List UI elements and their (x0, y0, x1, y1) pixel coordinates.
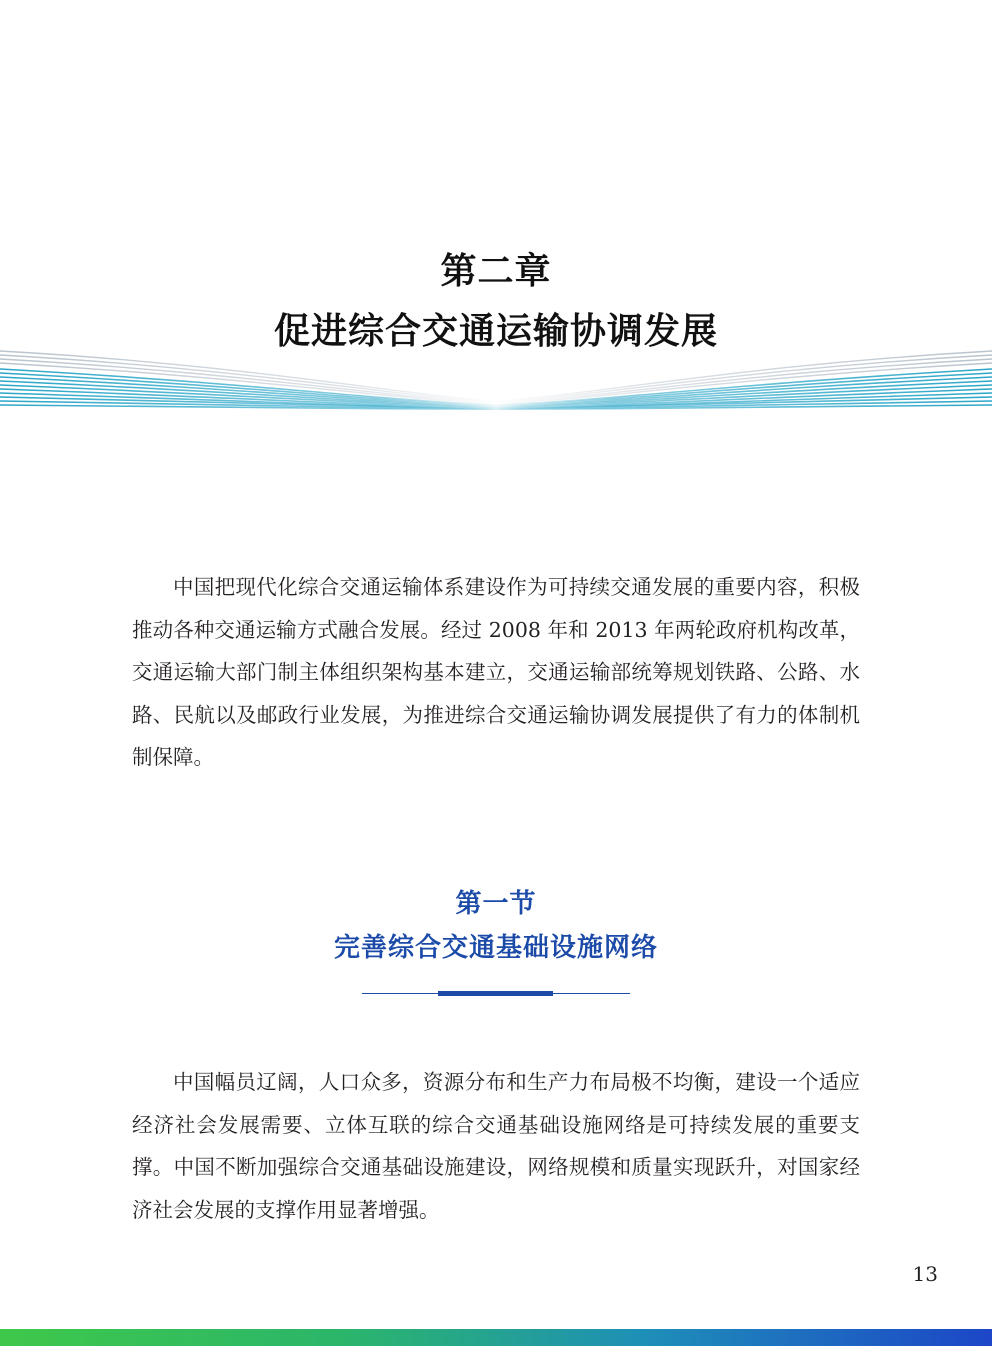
intro-paragraph: 中国把现代化综合交通运输体系建设作为可持续交通发展的重要内容，积极推动各种交通运输方式融合发展。经过 2008 年和 2013 年两轮政府机构改革，交通运输大部门制主体组织架构基本建立，交通运输部统筹规划铁路、公路、水路、民航以及邮政行业发展，为推进综合交通运输协调发展提供了有力的体制机制保障。 (132, 575, 860, 769)
footer-gradient-bar (0, 1329, 992, 1346)
chapter-title: 促进综合交通运输协调发展 (273, 311, 718, 352)
section-divider-accent (438, 991, 553, 996)
page-number: 13 (912, 1262, 938, 1286)
section-number: 第一节 (455, 889, 537, 919)
section-paragraph: 中国幅员辽阔，人口众多，资源分布和生产力布局极不均衡，建设一个适应经济社会发展需要、立体互联的综合交通基础设施网络是可持续发展的重要支撑。中国不断加强综合交通基础设施建设，网络规模和质量实现跃升，对国家经济社会发展的支撑作用显著增强。 (132, 1070, 860, 1222)
chapter-heading (0, 248, 992, 356)
chapter-number: 第二章 (440, 251, 552, 292)
decorative-wave-band (0, 345, 992, 410)
section-heading (0, 884, 992, 968)
section-title: 完善综合交通基础设施网络 (333, 933, 658, 963)
